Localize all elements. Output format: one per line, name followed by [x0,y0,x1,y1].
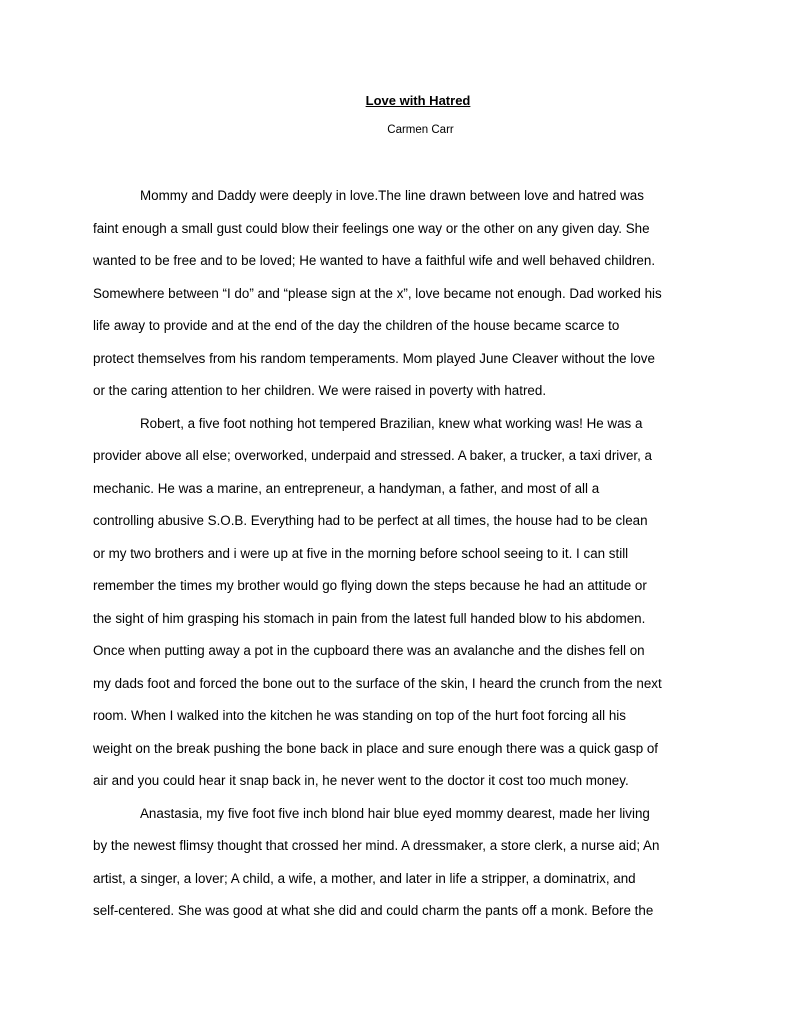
text-line: room. When I walked into the kitchen he was standing on top of the hurt foot forcing all his [93,708,626,723]
text-line: or my two brothers and i were up at five in the morning before school seeing to it. I can still [93,545,629,561]
text-line: Somewhere between “I do” and “please sign at the x”, love became not enough. Dad worked his [93,285,662,301]
text-line: Anastasia, my five foot five inch blond hair blue eyed mommy dearest, made her living [140,805,650,821]
text-line: my dads foot and forced the bone out to the surface of the skin, I heard the crunch from the next [93,675,662,691]
text-line: Once when putting away a pot in the cupboard there was an avalanche and the dishes fell on [93,643,645,658]
text-line: weight on the break pushing the bone back in place and sure enough there was a quick gasp of [93,740,659,756]
text-line: faint enough a small gust could blow their feelings one way or the other on any given day. She [93,220,650,236]
text-line: wanted to be free and to be loved; He wanted to have a faithful wife and well behaved children. [93,253,656,268]
text-line: controlling abusive S.O.B. Everything had to be perfect at all times, the house had to be clean [93,513,648,528]
text-line: life away to provide and at the end of the day the children of the house became scarce to [93,318,620,333]
text-line: protect themselves from his random temperaments. Mom played June Cleaver without the love [93,350,655,366]
text-line: remember the times my brother would go flying down the steps because he had an attitude or [93,578,647,593]
text-line: Mommy and Daddy were deeply in love.The line drawn between love and hatred was [140,188,644,203]
document-author: Carmen Carr [387,124,454,136]
document-body [93,186,713,934]
document-title: Love with Hatred [365,93,471,108]
text-line: self-centered. She was good at what she did and could charm the pants off a monk. Before the [93,903,654,918]
text-line: artist, a singer, a lover; A child, a wife, a mother, and later in life a stripper, a dominatrix, and [93,870,636,886]
text-line: or the caring attention to her children. We were raised in poverty with hatred. [93,383,547,398]
text-line: the sight of him grasping his stomach in pain from the latest full handed blow to his abdomen. [93,610,646,626]
text-line: mechanic. He was a marine, an entrepreneur, a handyman, a father, and most of all a [93,480,600,496]
text-line: Robert, a five foot nothing hot tempered Brazilian, knew what working was! He was a [140,415,643,431]
text-line: by the newest flimsy thought that crossed her mind. A dressmaker, a store clerk, a nurse aid; An [93,838,660,853]
text-line: provider above all else; overworked, underpaid and stressed. A baker, a trucker, a taxi driver, a [93,448,652,463]
text-line: air and you could hear it snap back in, he never went to the doctor it cost too much money. [93,773,629,788]
